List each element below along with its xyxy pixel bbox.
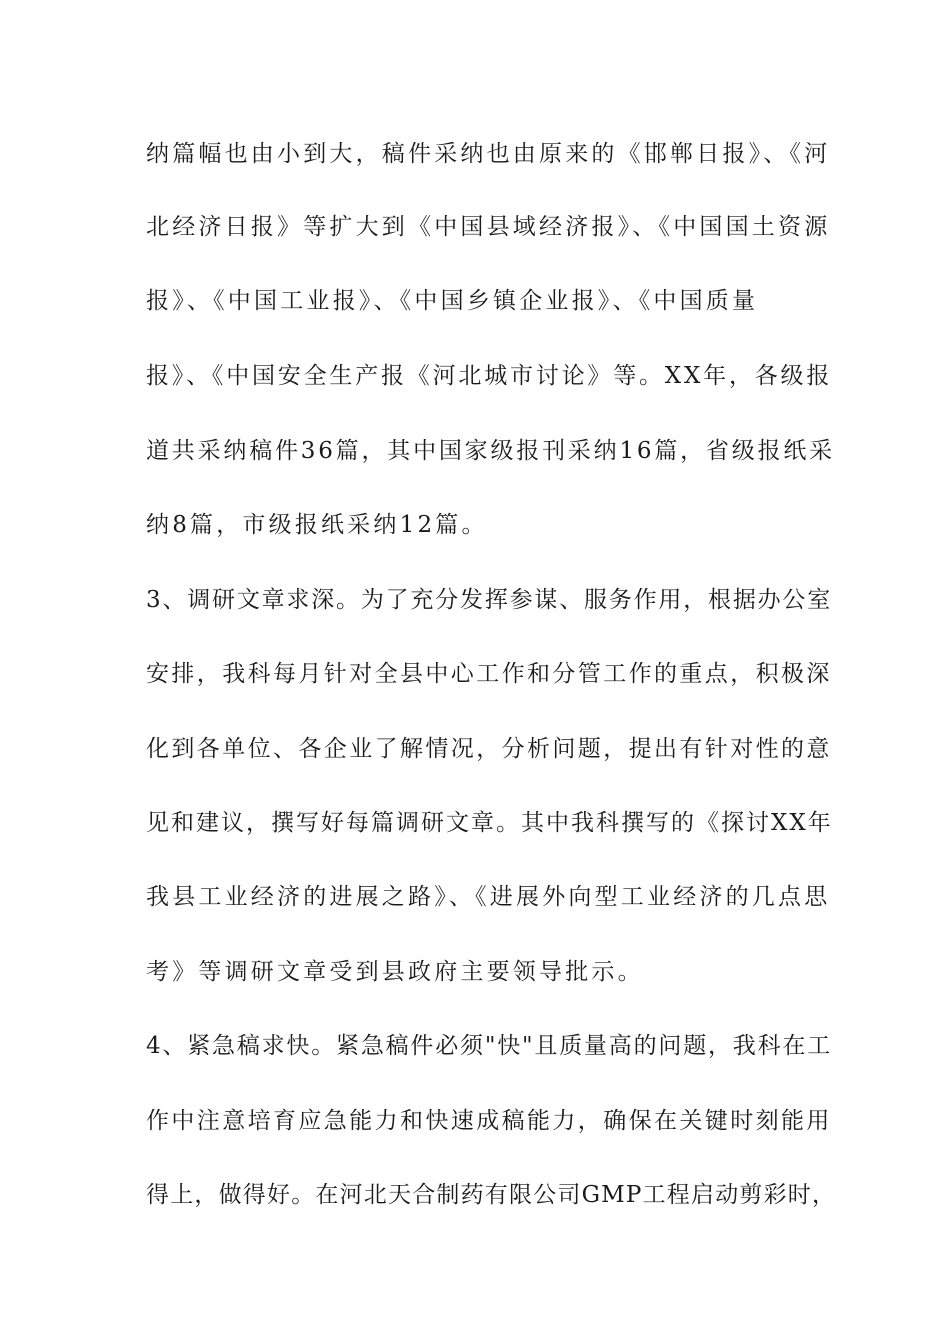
text-line: 安排，我科每月针对全县中心工作和分管工作的重点，积极深 xyxy=(146,661,832,687)
text-line: 我县工业经济的进展之路》、《进展外向型工业经济的几点思 xyxy=(146,884,831,910)
text-line: 3、调研文章求深。为了充分发挥参谋、服务作用，根据办公室 xyxy=(146,587,833,613)
text-line: 纳8篇，市级报纸采纳12篇。 xyxy=(146,512,488,538)
text-line: 报》、《中国安全生产报《河北城市讨论》等。XX年，各级报 xyxy=(146,363,833,389)
text-line: 得上，做得好。在河北天合制药有限公司GMP工程启动剪彩时， xyxy=(146,1182,837,1208)
text-line: 见和建议，撰写好每篇调研文章。其中我科撰写的《探讨XX年 xyxy=(146,810,833,836)
text-line: 化到各单位、各企业了解情况，分析问题，提出有针对性的意 xyxy=(146,736,832,762)
text-line: 考》等调研文章受到县政府主要领导批示。 xyxy=(146,959,644,985)
text-line: 北经济日报》等扩大到《中国县域经济报》、《中国国土资源 xyxy=(146,214,831,240)
text-line: 道共采纳稿件36篇，其中国家级报刊采纳16篇，省级报纸采 xyxy=(146,438,835,464)
text-line: 报》、《中国工业报》、《中国乡镇企业报》、《中国质量 xyxy=(146,288,759,314)
text-line: 作中注意培育应急能力和快速成稿能力，确保在关键时刻能用 xyxy=(146,1108,832,1134)
text-line: 纳篇幅也由小到大，稿件采纳也由原来的《邯郸日报》、《河 xyxy=(146,141,831,167)
text-line: 4、紧急稿求快。紧急稿件必须"快"且质量高的问题，我科在工 xyxy=(146,1033,832,1059)
